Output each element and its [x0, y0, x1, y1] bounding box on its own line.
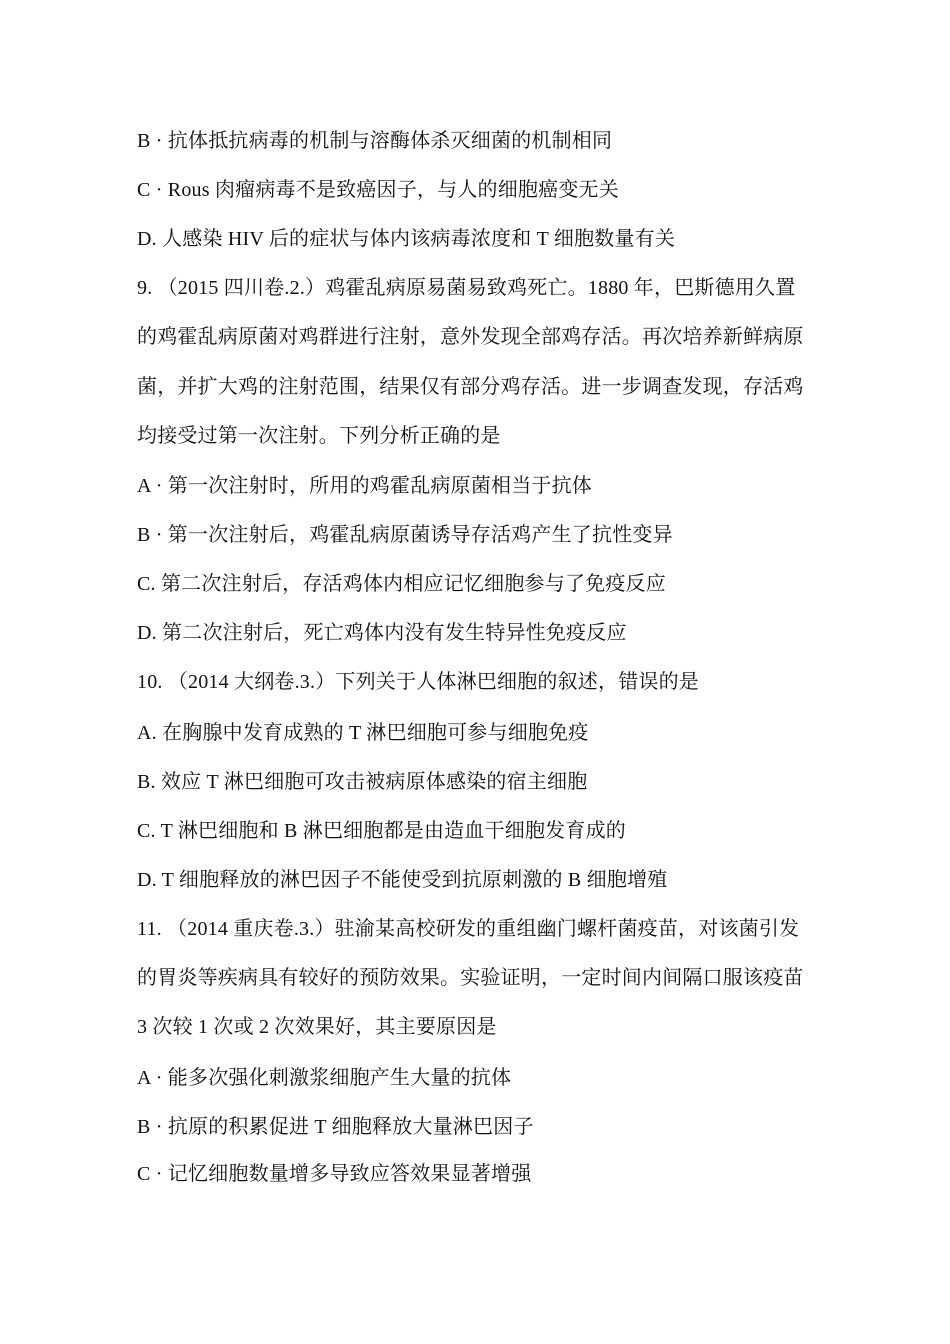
option-10a: A. 在胸腺中发育成熟的 T 淋巴细胞可参与细胞免疫 — [137, 722, 589, 744]
option-10c: C. T 淋巴细胞和 B 淋巴细胞都是由造血干细胞发育成的 — [137, 820, 626, 842]
question-9-line-2: 的鸡霍乱病原菌对鸡群进行注射，意外发现全部鸡存活。再次培养新鲜病原 — [137, 326, 804, 348]
option-9d: D. 第二次注射后，死亡鸡体内没有发生特异性免疫反应 — [137, 622, 627, 644]
option-10d: D. T 细胞释放的淋巴因子不能使受到抗原刺激的 B 细胞增殖 — [137, 869, 668, 891]
question-11-line-2: 的胃炎等疾病具有较好的预防效果。实验证明，一定时间内间隔口服该疫苗 — [137, 967, 804, 989]
option-8c: C · Rous 肉瘤病毒不是致癌因子，与人的细胞癌变无关 — [137, 179, 619, 201]
option-10b: B. 效应 T 淋巴细胞可攻击被病原体感染的宿主细胞 — [137, 771, 588, 793]
question-11-line-1: 11. （2014 重庆卷.3.）驻渝某高校研发的重组幽门螺杆菌疫苗，对该菌引发 — [137, 918, 800, 940]
option-11b: B · 抗原的积累促进 T 细胞释放大量淋巴因子 — [137, 1116, 534, 1138]
question-11-line-3: 3 次较 1 次或 2 次效果好，其主要原因是 — [137, 1016, 497, 1038]
question-9-line-4: 均接受过第一次注射。下列分析正确的是 — [137, 425, 501, 447]
question-10: 10. （2014 大纲卷.3.）下列关于人体淋巴细胞的叙述，错误的是 — [137, 671, 699, 693]
option-8d: D. 人感染 HIV 后的症状与体内该病毒浓度和 T 细胞数量有关 — [137, 228, 676, 250]
option-9b: B · 第一次注射后，鸡霍乱病原菌诱导存活鸡产生了抗性变异 — [137, 524, 673, 546]
option-8b: B · 抗体抵抗病毒的机制与溶酶体杀灭细菌的机制相同 — [137, 130, 613, 152]
question-9-line-1: 9. （2015 四川卷.2.）鸡霍乱病原易菌易致鸡死亡。1880 年，巴斯德用久置 — [137, 277, 796, 299]
question-9-line-3: 菌，并扩大鸡的注射范围，结果仅有部分鸡存活。进一步调查发现，存活鸡 — [137, 376, 804, 398]
option-11a: A · 能多次强化刺激浆细胞产生大量的抗体 — [137, 1067, 512, 1089]
option-9c: C. 第二次注射后，存活鸡体内相应记忆细胞参与了免疫反应 — [137, 573, 666, 595]
option-9a: A · 第一次注射时，所用的鸡霍乱病原菌相当于抗体 — [137, 475, 592, 497]
option-11c: C · 记忆细胞数量增多导致应答效果显著增强 — [137, 1163, 532, 1185]
